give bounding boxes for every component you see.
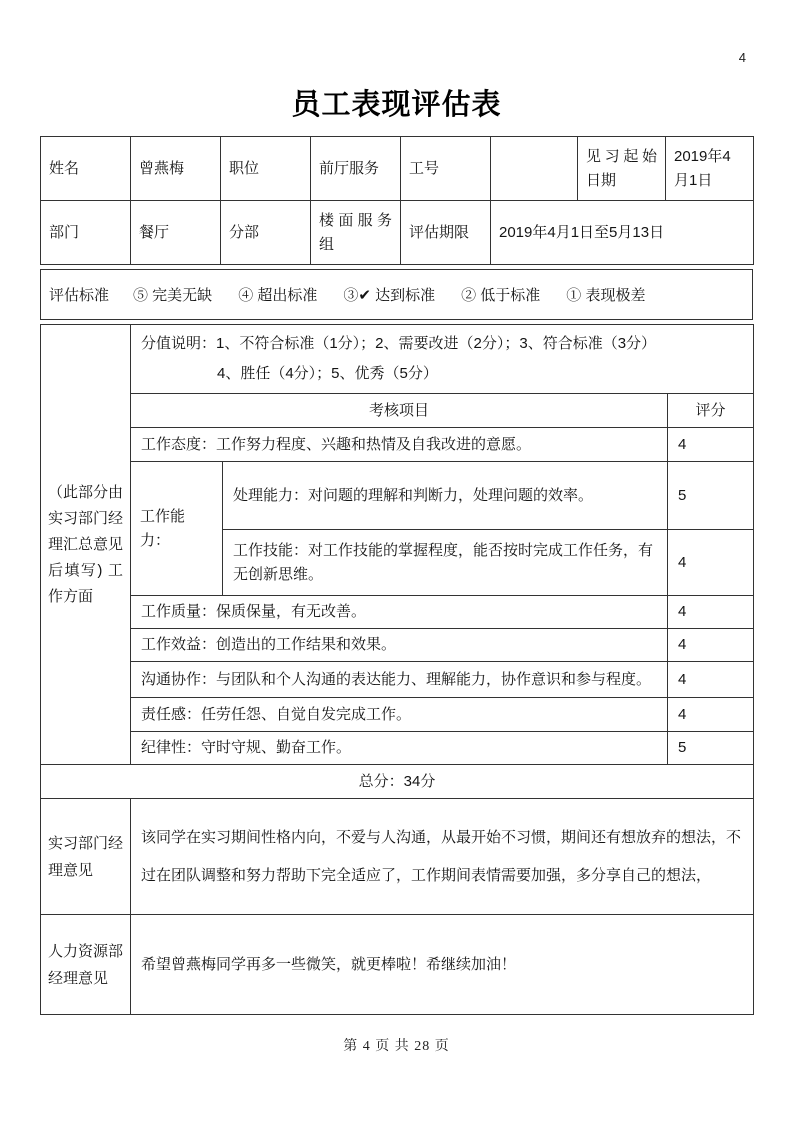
total-score-row	[41, 765, 754, 799]
name-value: 曾燕梅	[131, 137, 221, 201]
discipline-score: 5	[668, 732, 754, 765]
responsibility-text: 责任感：任劳任怨、自觉自发完成工作。	[131, 698, 668, 732]
work-quality-text: 工作质量：保质保量，有无改善。	[131, 596, 668, 629]
row-work-attitude	[41, 428, 754, 462]
hr-opinion-row	[41, 915, 754, 1015]
employee-info-table	[40, 136, 754, 265]
header-score: 评分	[668, 394, 754, 428]
work-skill-score: 4	[668, 530, 754, 596]
processing-ability-score: 5	[668, 462, 754, 530]
page-title: 员工表现评估表	[291, 89, 502, 121]
employee-id-label: 工号	[401, 137, 491, 201]
position-value: 前厅服务	[311, 137, 401, 201]
department-value: 餐厅	[131, 201, 221, 265]
row-work-quality	[41, 596, 754, 629]
communication-score: 4	[668, 662, 754, 698]
score-note-row	[41, 325, 754, 394]
communication-text: 沟通协作：与团队和个人沟通的表达能力、理解能力，协作意识和参与程度。	[131, 662, 668, 698]
work-benefit-score: 4	[668, 629, 754, 662]
corner-page-number: 4	[738, 50, 746, 65]
score-note-line1: 分值说明：1、不符合标准（1分）；2、需要改进（2分）；3、符合标准（3分）	[141, 335, 657, 352]
division-label: 分部	[221, 201, 311, 265]
position-label: 职位	[221, 137, 311, 201]
page-footer: 第 4 页 共 28 页	[343, 1039, 450, 1054]
criteria-item-4: ④ 超出标准	[238, 287, 318, 304]
processing-ability-text: 处理能力：对问题的理解和判断力，处理问题的效率。	[223, 462, 668, 530]
work-attitude-text: 工作态度：工作努力程度、兴趣和热情及自我改进的意愿。	[131, 428, 668, 462]
dept-opinion-text: 该同学在实习期间性格内向，不爱与人沟通，从最开始不习惯，期间还有想放弃的想法，不过在团队调整和努力帮助下完全适应了，工作期间表情需要加强，多分享自己的想法，	[131, 799, 754, 915]
assessment-table	[40, 324, 754, 1015]
hr-opinion-text: 希望曾燕梅同学再多一些微笑，就更棒啦！希继续加油！	[131, 915, 754, 1015]
period-value: 2019年4月1日至5月13日	[491, 201, 754, 265]
work-ability-label: 工作能力：	[131, 462, 223, 596]
dept-opinion-label-cell	[41, 799, 131, 915]
hr-opinion-label: 人力资源部经理意见	[48, 942, 124, 987]
side-note-text: （此部分由实习部门经理汇总意见后填写) 工作方面	[48, 483, 124, 605]
name-label: 姓名	[41, 137, 131, 201]
period-label: 评估期限	[401, 201, 491, 265]
criteria-item-1: ① 表现极差	[566, 287, 646, 304]
work-benefit-text: 工作效益：创造出的工作结果和效果。	[131, 629, 668, 662]
start-date-label: 见习起始日期	[578, 137, 666, 201]
criteria-item-3-checked: ③✔ 达到标准	[343, 287, 436, 304]
score-note	[131, 325, 754, 394]
total-score: 总分：34分	[41, 765, 754, 799]
assessment-header-row	[41, 394, 754, 428]
score-note-line2: 4、胜任（4分）；5、优秀（5分）	[217, 365, 438, 382]
criteria-label: 评估标准	[49, 287, 110, 304]
header-item: 考核项目	[131, 394, 668, 428]
row-processing-ability	[41, 462, 754, 530]
form-content	[40, 136, 753, 1015]
info-row-1	[41, 137, 754, 201]
hr-opinion-label-cell	[41, 915, 131, 1015]
division-value: 楼面服务组	[311, 201, 401, 265]
discipline-text: 纪律性：守时守规、勤奋工作。	[131, 732, 668, 765]
criteria-item-5: ⑤ 完美无缺	[133, 287, 213, 304]
side-note-cell	[41, 325, 131, 765]
responsibility-score: 4	[668, 698, 754, 732]
employee-id-value	[491, 137, 578, 201]
work-quality-score: 4	[668, 596, 754, 629]
dept-opinion-row	[41, 799, 754, 915]
department-label: 部门	[41, 201, 131, 265]
row-responsibility	[41, 698, 754, 732]
work-skill-text: 工作技能：对工作技能的掌握程度，能否按时完成工作任务，有无创新思维。	[223, 530, 668, 596]
row-discipline	[41, 732, 754, 765]
row-communication	[41, 662, 754, 698]
start-date-value: 2019年4月1日	[666, 137, 754, 201]
criteria-item-2: ② 低于标准	[461, 287, 541, 304]
work-attitude-score: 4	[668, 428, 754, 462]
info-row-2	[41, 201, 754, 265]
dept-opinion-label: 实习部门经理意见	[48, 834, 124, 879]
row-work-benefit	[41, 629, 754, 662]
rating-criteria-bar	[40, 269, 753, 320]
